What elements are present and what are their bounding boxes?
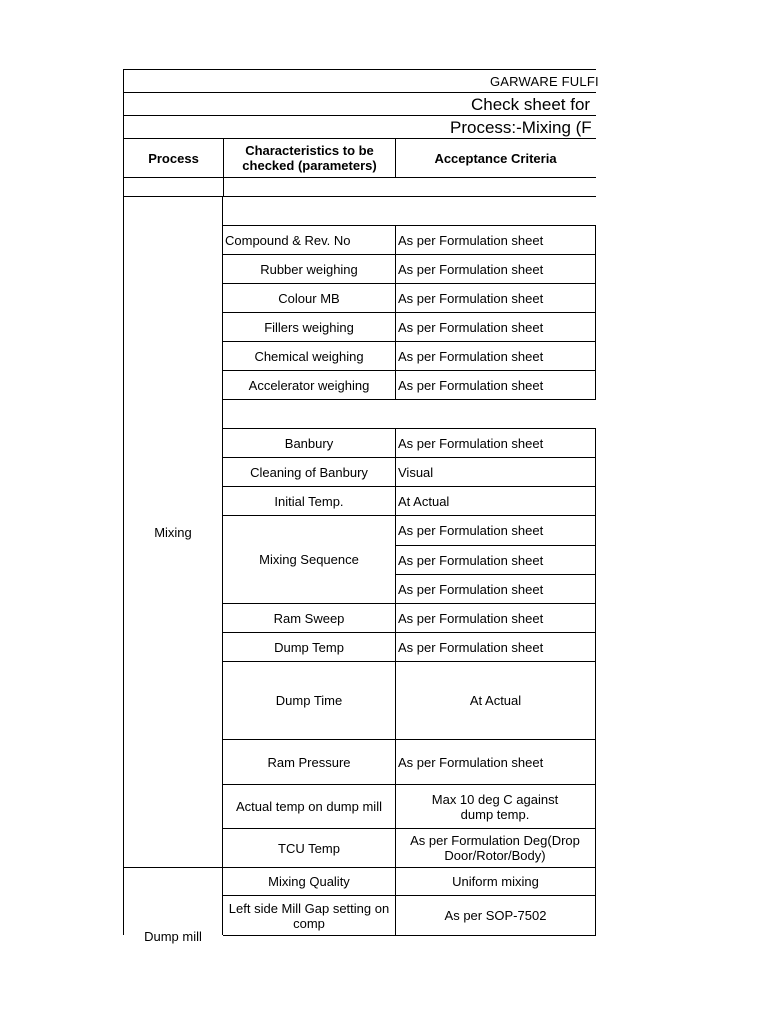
- criteria-cell: As per Formulation sheet: [398, 377, 544, 393]
- param-cell: Rubber weighing: [260, 261, 358, 277]
- param-cell: Left side Mill Gap setting on comp: [228, 900, 390, 931]
- param-cell: Chemical weighing: [254, 348, 364, 364]
- param-cell: Cleaning of Banbury: [250, 464, 368, 480]
- param-cell: Accelerator weighing: [248, 377, 370, 393]
- param-cell: Ram Pressure: [267, 754, 351, 770]
- param-cell: Dump Time: [275, 693, 343, 708]
- rule: [223, 935, 596, 936]
- rule: [123, 177, 596, 178]
- param-cell: Colour MB: [278, 290, 340, 306]
- param-cell: Banbury: [284, 435, 334, 451]
- param-cell: Ram Sweep: [273, 610, 345, 626]
- criteria-cell: Max 10 deg C against dump temp.: [431, 791, 559, 822]
- criteria-cell: As per Formulation sheet: [398, 610, 544, 626]
- param-cell: Mixing Quality: [268, 874, 350, 889]
- criteria-cell: At Actual: [469, 693, 522, 708]
- criteria-cell: As per Formulation sheet: [398, 754, 544, 770]
- criteria-cell: As per Formulation sheet: [398, 639, 544, 655]
- group-dump-mill: Dump mill: [144, 928, 202, 944]
- rule: [595, 428, 596, 935]
- criteria-cell: As per Formulation sheet: [398, 319, 544, 335]
- param-cell: Actual temp on dump mill: [236, 799, 382, 814]
- sheet-title: Check sheet for: [471, 94, 591, 114]
- column-header-process: Process: [148, 150, 199, 166]
- rule: [123, 69, 124, 935]
- criteria-cell: As per Formulation Deg(Drop Door/Rotor/Body): [410, 833, 580, 863]
- rule: [223, 399, 596, 400]
- criteria-cell: Uniform mixing: [452, 874, 539, 889]
- param-cell: Compound & Rev. No: [225, 232, 351, 248]
- criteria-cell: As per Formulation sheet: [398, 290, 544, 306]
- param-cell: Initial Temp.: [274, 493, 344, 509]
- company-name: GARWARE FULFI: [490, 73, 599, 89]
- param-cell: TCU Temp: [278, 840, 340, 856]
- column-header-characteristics: Characteristics to be checked (parameters): [242, 143, 377, 173]
- param-cell: Fillers weighing: [264, 319, 354, 335]
- rule: [595, 225, 596, 400]
- group-mixing: Mixing: [154, 524, 192, 540]
- param-cell: Mixing Sequence: [259, 552, 359, 567]
- criteria-cell: At Actual: [398, 493, 450, 509]
- criteria-cell: As per SOP-7502: [444, 908, 547, 923]
- criteria-cell: As per Formulation sheet: [398, 435, 544, 451]
- criteria-cell: As per Formulation sheet: [398, 348, 544, 364]
- rule: [123, 196, 596, 197]
- criteria-cell: As per Formulation sheet: [398, 261, 544, 277]
- process-title: Process:-Mixing (F: [450, 117, 592, 137]
- criteria-cell: As per Formulation sheet: [398, 552, 544, 568]
- criteria-cell: As per Formulation sheet: [398, 523, 544, 538]
- param-cell: Dump Temp: [274, 639, 344, 655]
- criteria-cell: Visual: [398, 464, 434, 480]
- criteria-cell: As per Formulation sheet: [398, 232, 544, 248]
- criteria-cell: As per Formulation sheet: [398, 581, 544, 597]
- column-header-acceptance: Acceptance Criteria: [434, 150, 557, 166]
